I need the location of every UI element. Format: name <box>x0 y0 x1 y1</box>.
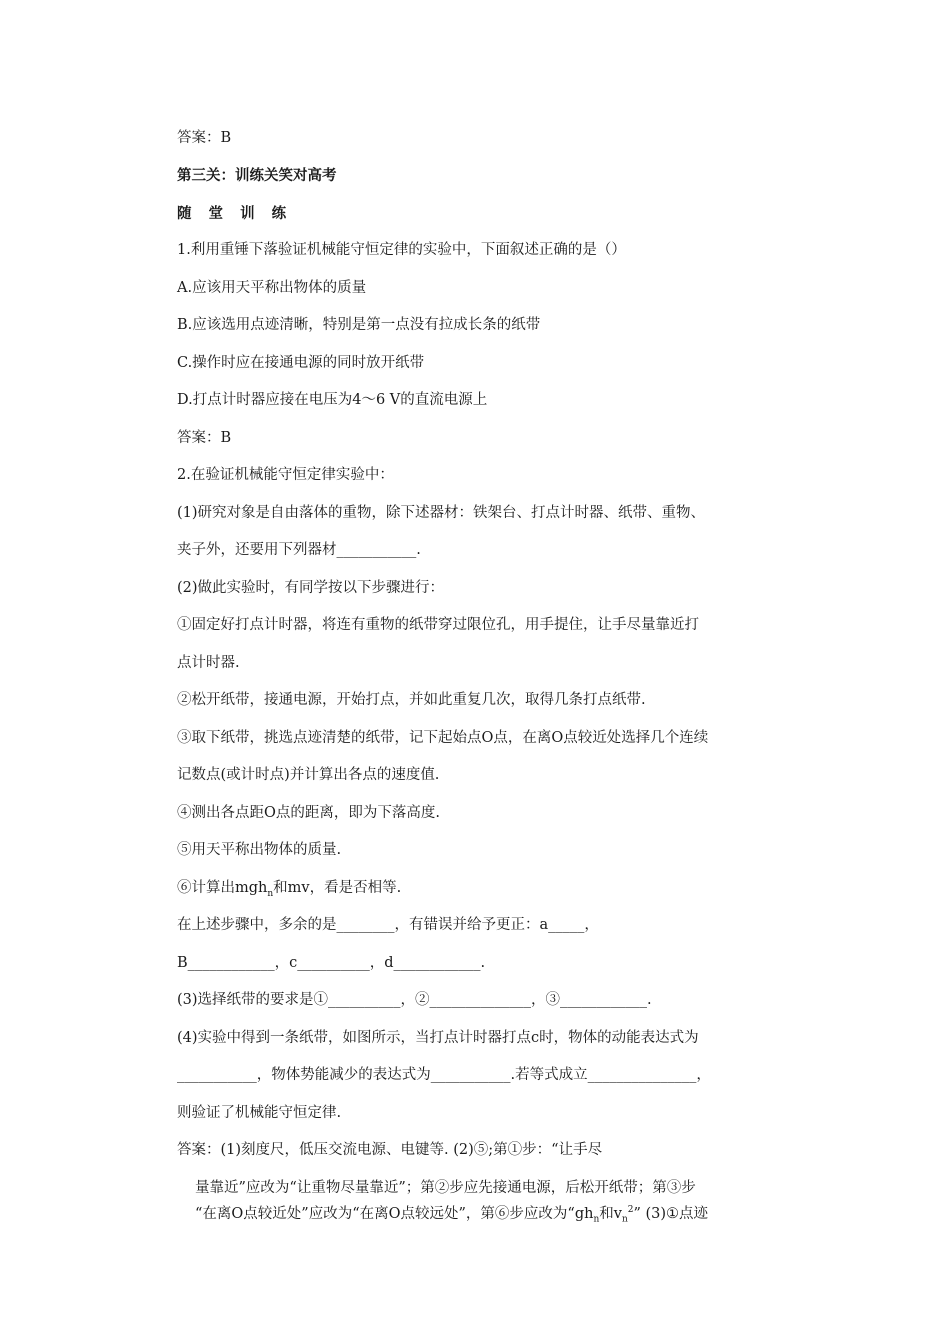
q2-answer-line3-sub: n <box>593 1214 600 1225</box>
q2-step6-sub: n <box>267 888 274 899</box>
q2-fill-line2: B____________，c__________，d____________. <box>177 955 486 971</box>
q2-step6-post: 和mv，看是否相等. <box>273 880 402 896</box>
q2-answer-line1: 答案：(1)刻度尺，低压交流电源、电键等. (2)⑤;第①步：“让手尽 <box>177 1142 603 1158</box>
q2-step1-line2: 点计时器. <box>177 655 240 671</box>
q1-answer: 答案：B <box>177 430 232 446</box>
q2-part4-line3: 则验证了机械能守恒定律. <box>177 1105 342 1121</box>
q2-step6 <box>177 878 401 904</box>
q2-answer-line3-mid: 和v <box>599 1205 622 1222</box>
section-title: 第三关：训练关笑对高考 <box>177 168 337 184</box>
subsection-title: 随 堂 训 练 <box>177 206 293 222</box>
q2-step3-line2: 记数点(或计时点)并计算出各点的速度值. <box>177 767 440 783</box>
q2-step4: ④测出各点距O点的距离，即为下落高度. <box>177 805 440 821</box>
q2-answer-line3 <box>195 1200 708 1230</box>
q2-part3: (3)选择纸带的要求是①__________，②______________，③____________. <box>177 992 652 1008</box>
q2-stem: 2.在验证机械能守恒定律实验中： <box>177 467 394 483</box>
q2-step2: ②松开纸带，接通电源，开始打点，并如此重复几次，取得几条打点纸带. <box>177 692 646 708</box>
q1-option-d: D.打点计时器应接在电压为4～6 V的直流电源上 <box>177 392 488 408</box>
q2-step6-pre: ⑥计算出mgh <box>177 880 268 896</box>
q2-part2: (2)做此实验时，有同学按以下步骤进行： <box>177 580 445 596</box>
q2-answer-line3-pre: “在离O点较近处”应改为“在离O点较远处”，第⑥步应改为“gh <box>195 1205 594 1222</box>
q2-part1-line1: (1)研究对象是自由落体的重物，除下述器材：铁架台、打点计时器、纸带、重物、 <box>177 505 706 521</box>
q1-stem: 1.利用重锤下落验证机械能守恒定律的实验中，下面叙述正确的是（） <box>177 242 626 258</box>
q2-step1-line1: ①固定好打点计时器，将连有重物的纸带穿过限位孔，用手提住，让手尽量靠近打 <box>177 617 699 633</box>
q2-step3-line1: ③取下纸带，挑选点迹清楚的纸带，记下起始点O点，在离O点较近处选择几个连续 <box>177 730 709 746</box>
q1-option-b: B.应该选用点迹清晰，特别是第一点没有拉成长条的纸带 <box>177 317 541 333</box>
q2-answer-line3-post: ” (3)①点迹 <box>633 1205 709 1222</box>
q2-part4-line2: ___________，物体势能减少的表达式为___________.若等式成立_______________， <box>177 1067 711 1083</box>
q2-step5: ⑤用天平称出物体的质量. <box>177 842 342 858</box>
q1-option-c: C.操作时应在接通电源的同时放开纸带 <box>177 355 425 371</box>
q2-part1-line2: 夹子外，还要用下列器材___________. <box>177 542 421 558</box>
q2-answer-line3-sub2: n <box>621 1214 628 1225</box>
q2-fill-line1: 在上述步骤中，多余的是________，有错误并给予更正：a_____， <box>177 917 599 933</box>
answer-line: 答案：B <box>177 130 232 146</box>
q2-answer-line3-sup: 2 <box>627 1205 634 1215</box>
q2-answer-line2: 量靠近”应改为“让重物尽量靠近”；第②步应先接通电源，后松开纸带；第③步 <box>195 1180 696 1196</box>
q2-part4-line1: (4)实验中得到一条纸带，如图所示，当打点计时器打点c时，物体的动能表达式为 <box>177 1030 699 1046</box>
q1-option-a: A.应该用天平称出物体的质量 <box>177 280 367 296</box>
